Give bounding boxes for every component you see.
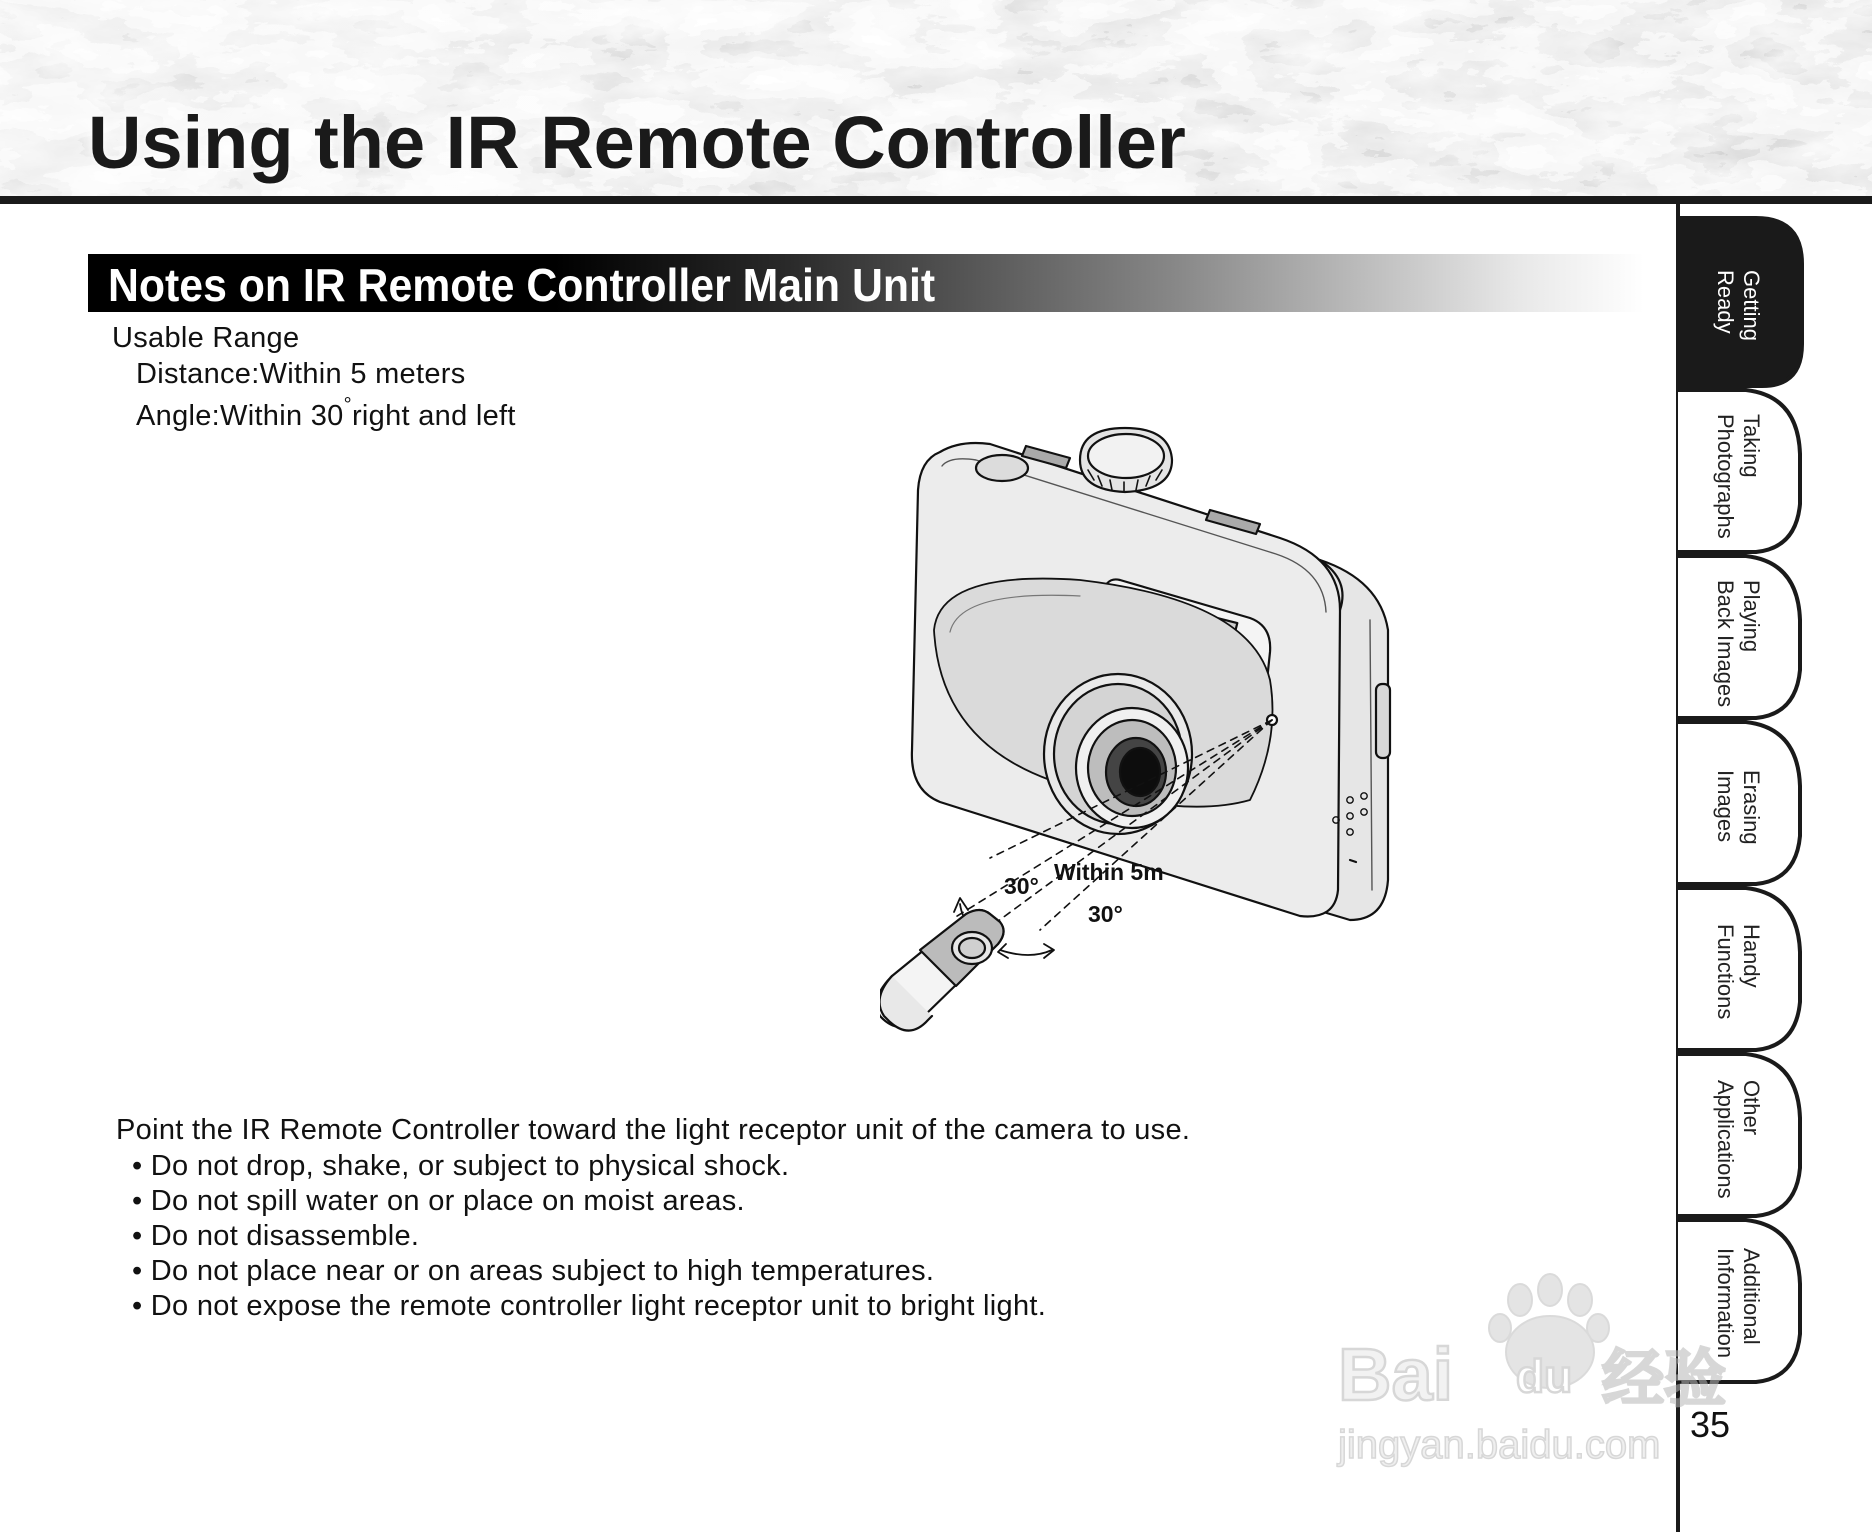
svg-text:经验: 经验 [1602, 1345, 1727, 1414]
svg-text:jingyan.baidu.com: jingyan.baidu.com [1338, 1423, 1661, 1467]
caution-item: • Do not expose the remote controller light receptor unit to bright light. [132, 1290, 1047, 1322]
usable-range-angle [136, 394, 516, 433]
tab-playing-back-images[interactable] [1680, 572, 1802, 732]
angle-prefix: Angle:Within 30 [136, 400, 344, 432]
within-range-label: Within 5m [1054, 859, 1164, 885]
angle-suffix: right and left [351, 400, 516, 432]
angle-label-left: 30° [1004, 873, 1039, 899]
tab-label: Taking Photographs [1713, 414, 1764, 539]
tab-label: Additional Information [1713, 1248, 1764, 1359]
angle-arc-right [1000, 950, 1052, 955]
tab-taking-photographs[interactable] [1680, 406, 1802, 566]
tab-label: Erasing Images [1713, 770, 1764, 845]
tab-erasing-images[interactable] [1680, 762, 1802, 922]
tab-getting-ready[interactable] [1680, 262, 1802, 422]
svg-text:du: du [1516, 1350, 1573, 1402]
caution-item: • Do not drop, shake, or subject to physical shock. [132, 1150, 790, 1182]
caution-item: • Do not place near or on areas subject to high temperatures. [132, 1255, 935, 1287]
tab-label: Playing Back Images [1713, 580, 1764, 708]
tab-other-applications[interactable] [1680, 1072, 1802, 1232]
tab-label: Other Applications [1713, 1080, 1764, 1199]
tab-label: Handy Functions [1713, 924, 1764, 1020]
section-title: Notes on IR Remote Controller Main Unit [108, 259, 936, 311]
caution-item: • Do not spill water on or place on moist areas. [132, 1185, 745, 1217]
usable-range-distance: Distance:Within 5 meters [136, 358, 466, 390]
instruction-intro: Point the IR Remote Controller toward the light receptor unit of the camera to use. [116, 1114, 1191, 1146]
shutter-button [976, 455, 1028, 481]
tab-label: Getting Ready [1713, 270, 1764, 341]
header-banner [0, 0, 1872, 196]
usable-range-heading: Usable Range [112, 322, 300, 354]
page-title: Using the IR Remote Controller [88, 101, 1186, 184]
baidu-watermark [1330, 1270, 1750, 1470]
tab-handy-functions[interactable] [1680, 916, 1802, 1076]
degree-symbol: ° [343, 394, 352, 416]
remote-controller [880, 910, 1004, 1031]
camera-remote-illustration [880, 420, 1520, 1040]
side-grip [1376, 684, 1390, 758]
caution-item: • Do not disassemble. [132, 1220, 420, 1252]
header-divider [0, 196, 1872, 204]
page-number: 35 [1690, 1404, 1731, 1445]
section-heading-bar [88, 254, 1644, 312]
svg-text:Bai: Bai [1338, 1333, 1454, 1416]
angle-label-right: 30° [1088, 901, 1123, 927]
